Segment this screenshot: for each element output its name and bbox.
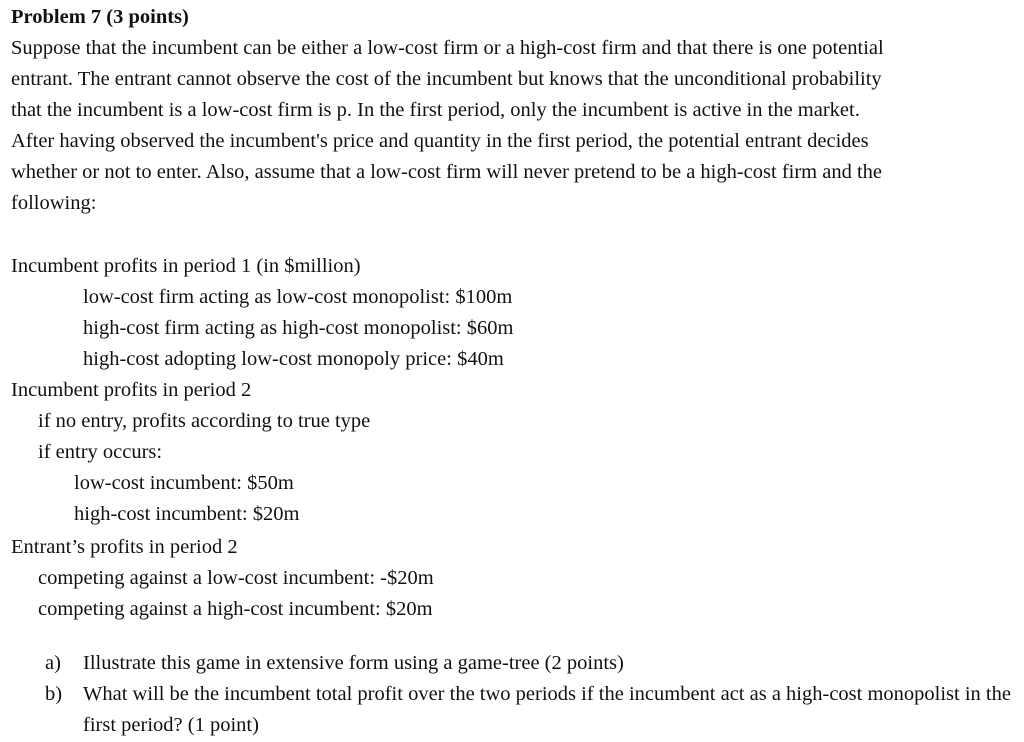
- period2-entry: if entry occurs:: [38, 441, 163, 463]
- question-a: [45, 648, 1020, 679]
- question-b-text: What will be the incumbent total profit over the two periods if the incumbent act as a high-cost monopolist in the first period? (1 point): [83, 683, 1011, 736]
- entrant-item-low-cost: competing against a low-cost incumbent: -$20m: [38, 567, 434, 589]
- question-a-marker: a): [45, 652, 61, 674]
- period2-no-entry: if no entry, profits according to true type: [38, 410, 371, 432]
- intro-line-4: After having observed the incumbent's price and quantity in the first period, the potential entrant decides: [11, 130, 869, 152]
- intro-line-2: entrant. The entrant cannot observe the cost of the incumbent but knows that the unconditional probability: [11, 68, 882, 90]
- period1-item-low-cost: low-cost firm acting as low-cost monopolist: $100m: [83, 286, 513, 308]
- period2-heading: Incumbent profits in period 2: [11, 379, 252, 401]
- question-b: [45, 679, 1020, 741]
- problem-title: Problem 7 (3 points): [11, 6, 189, 28]
- entrant-item-high-cost: competing against a high-cost incumbent: $20m: [38, 598, 433, 620]
- period2-entry-high-cost: high-cost incumbent: $20m: [74, 503, 300, 525]
- entrant-heading: Entrant’s profits in period 2: [11, 536, 238, 558]
- period1-heading: Incumbent profits in period 1 (in $million): [11, 255, 361, 277]
- period1-item-high-cost: high-cost firm acting as high-cost monopolist: $60m: [83, 317, 514, 339]
- question-b-marker: b): [45, 683, 63, 705]
- intro-line-5: whether or not to enter. Also, assume that a low-cost firm will never pretend to be a high-cost firm and the: [11, 161, 883, 183]
- intro-line-6: following:: [11, 192, 97, 214]
- question-a-text: Illustrate this game in extensive form using a game-tree (2 points): [83, 652, 624, 674]
- intro-line-3: that the incumbent is a low-cost firm is p. In the first period, only the incumbent is active in the market.: [11, 99, 860, 121]
- intro-line-1: Suppose that the incumbent can be either a low-cost firm or a high-cost firm and that there is one potential: [11, 37, 884, 59]
- period1-item-high-cost-low-price: high-cost adopting low-cost monopoly price: $40m: [83, 348, 504, 370]
- period2-entry-low-cost: low-cost incumbent: $50m: [74, 472, 294, 494]
